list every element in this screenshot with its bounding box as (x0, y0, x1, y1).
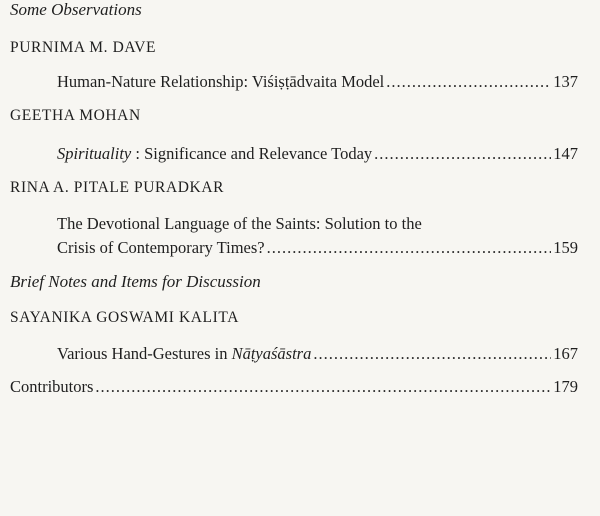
page-number: 167 (553, 344, 578, 363)
dot-leader (95, 377, 551, 397)
toc-entry-hand-gestures[interactable] (57, 344, 578, 364)
author-rina-a-pitale-puradkar: RINA A. PITALE PURADKAR (10, 179, 225, 196)
page-number: 137 (553, 72, 578, 91)
dot-leader (267, 238, 552, 258)
toc-entry-contributors[interactable] (10, 377, 578, 397)
toc-entry-title-italic: Nāṭyaśāstra (231, 344, 312, 363)
toc-entry-title: Crisis of Contemporary Times? (57, 238, 265, 257)
page-number: 179 (553, 377, 578, 396)
dot-leader (386, 72, 551, 92)
toc-entry-devotional-language-line1[interactable]: The Devotional Language of the Saints: Solution to the (57, 214, 422, 233)
toc-entry-spirituality[interactable] (57, 144, 578, 164)
toc-entry-title: Contributors (10, 377, 94, 396)
dot-leader (374, 144, 551, 164)
toc-entry-title (57, 144, 372, 164)
toc-entry-title: Human-Nature Relationship: Viśiṣṭādvaita Model (57, 72, 385, 91)
toc-entry-title (57, 344, 311, 364)
section-heading-some-observations: Some Observations (10, 0, 142, 19)
page-number: 159 (553, 238, 578, 257)
author-geetha-mohan: GEETHA MOHAN (10, 107, 141, 124)
toc-entry-devotional-language-line2[interactable] (57, 238, 578, 258)
toc-entry-title-plain: Various Hand-Gestures in (57, 344, 232, 363)
author-sayanika-goswami-kalita: SAYANIKA GOSWAMI KALITA (10, 309, 239, 326)
author-purnima-m-dave: PURNIMA M. DAVE (10, 39, 157, 56)
section-heading-brief-notes: Brief Notes and Items for Discussion (10, 272, 261, 291)
toc-entry-title-italic: Spirituality (57, 144, 132, 163)
dot-leader (313, 344, 551, 364)
page-number: 147 (553, 144, 578, 163)
toc-entry-human-nature[interactable] (57, 72, 578, 92)
toc-entry-title-rest: : Significance and Relevance Today (131, 144, 373, 163)
